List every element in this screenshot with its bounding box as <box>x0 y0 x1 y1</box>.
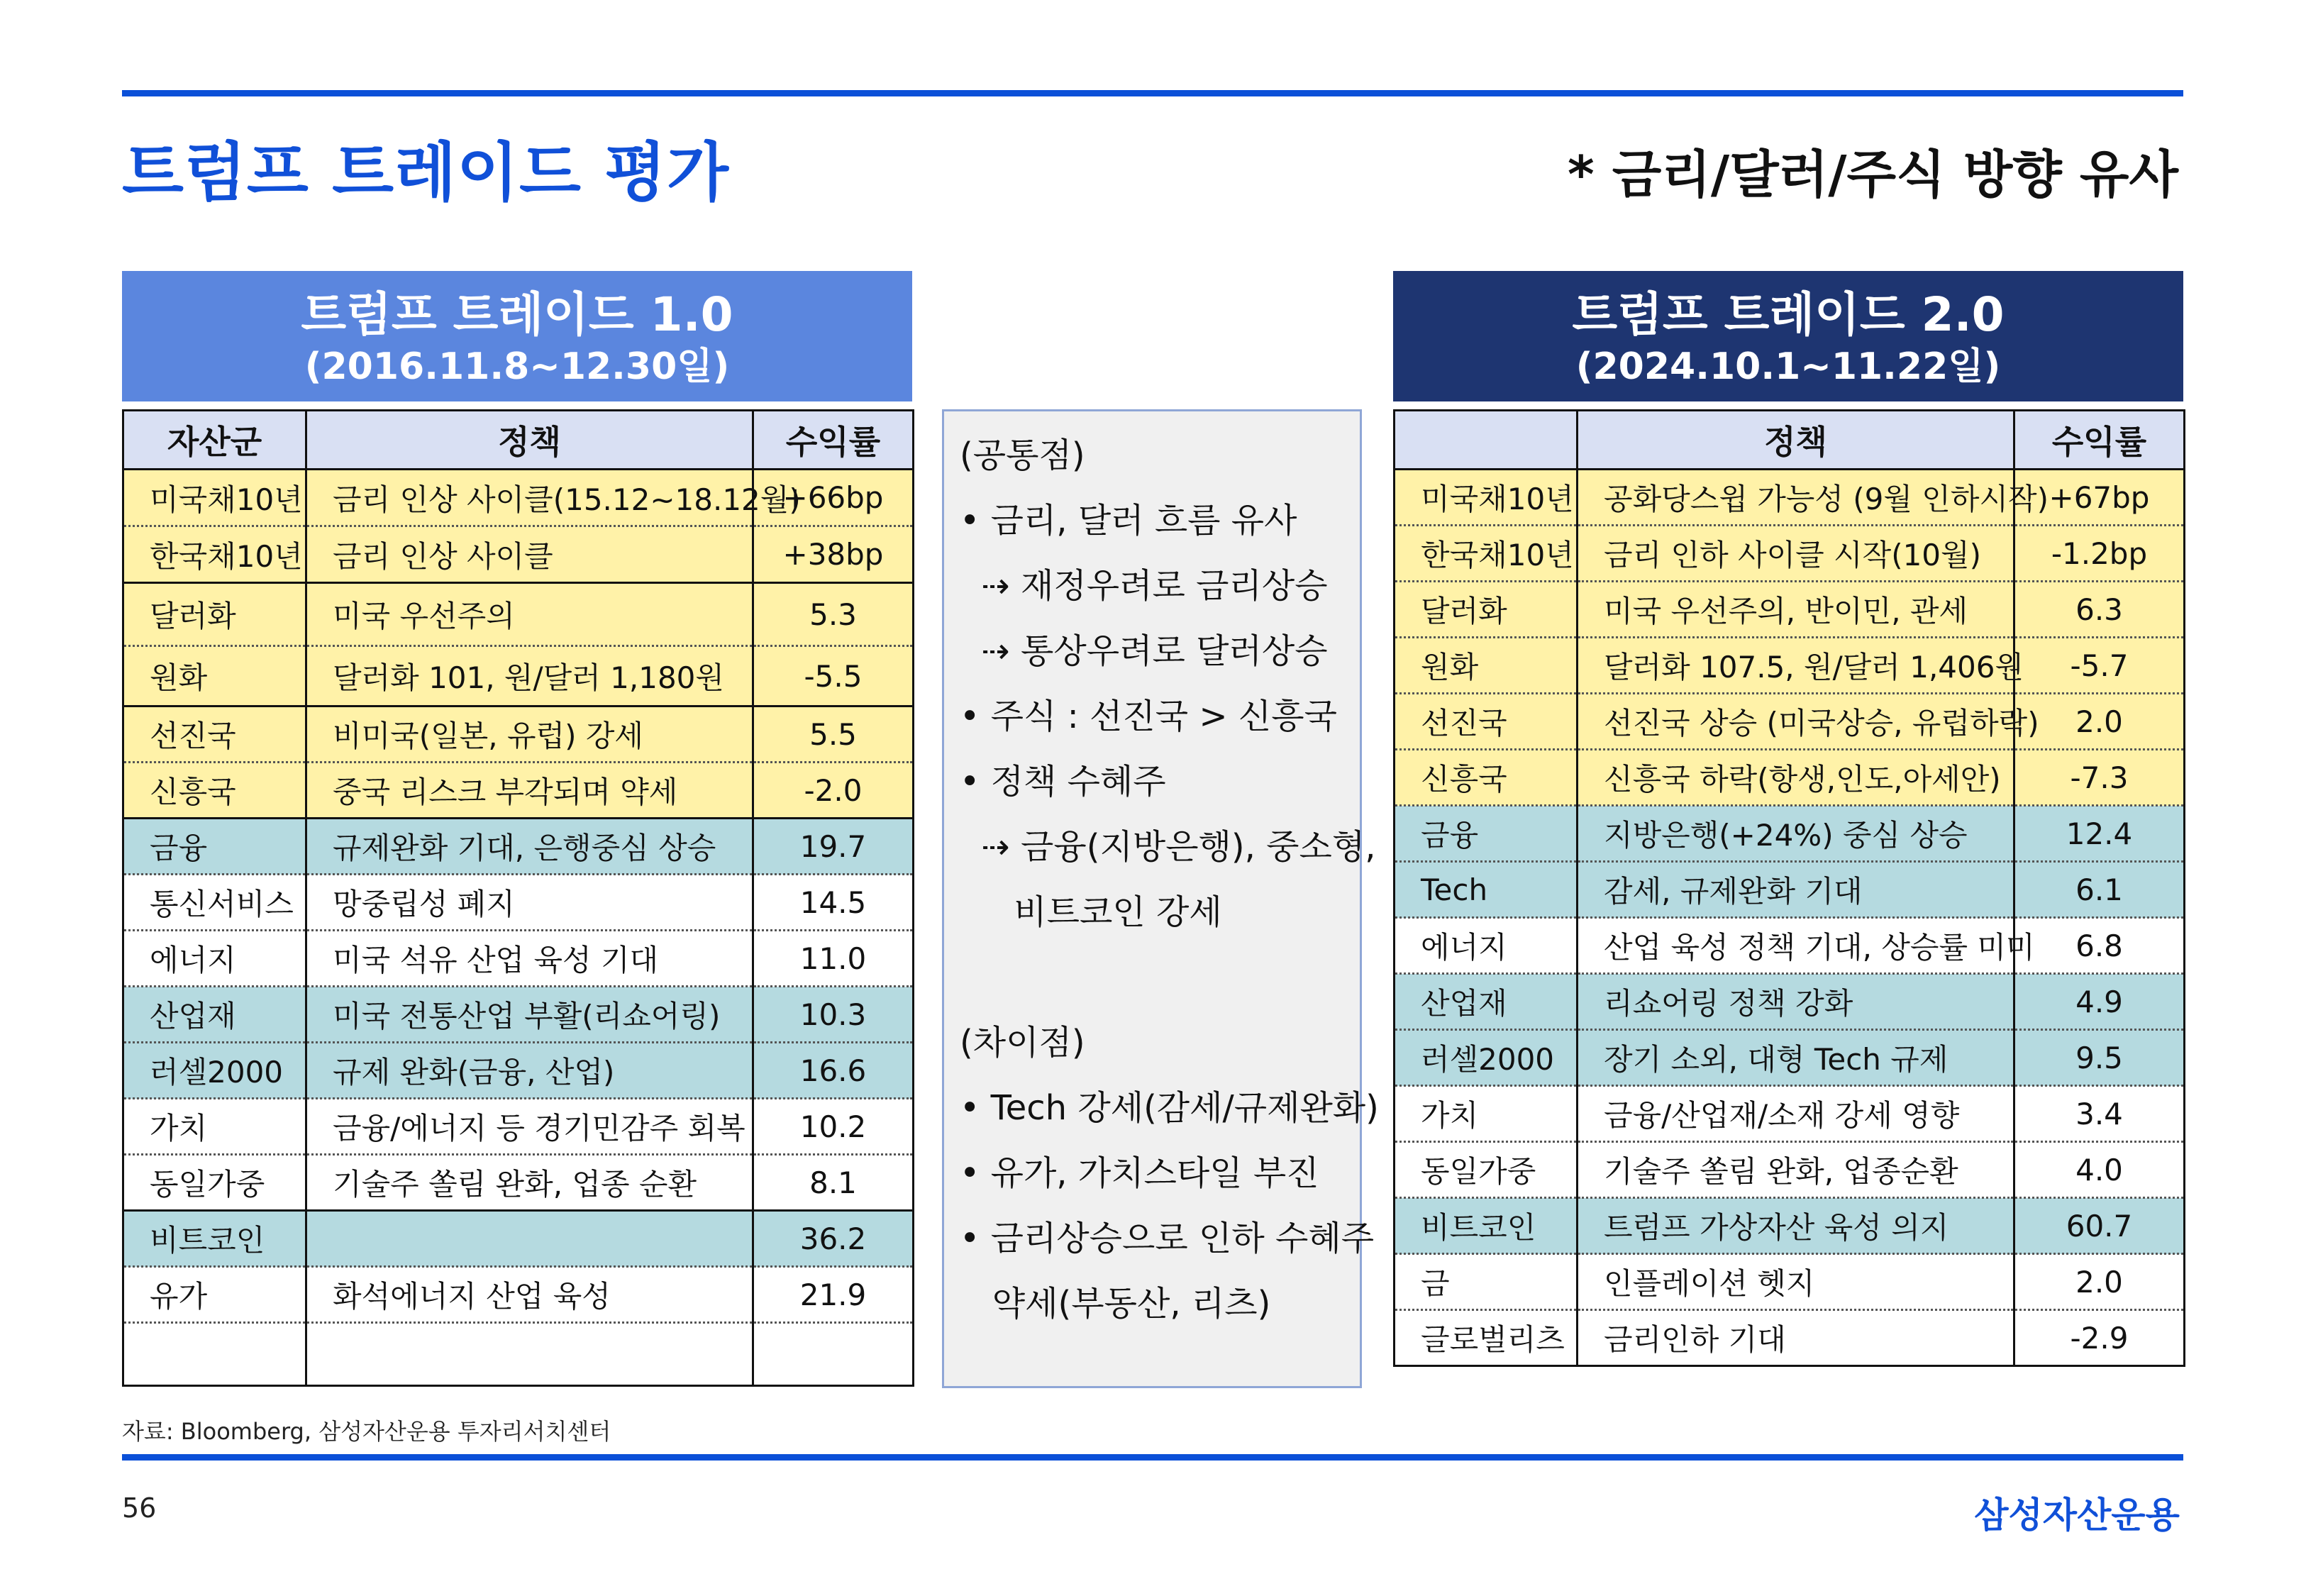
asset-cell: 산업재 <box>123 987 306 1043</box>
asset-cell <box>123 1323 306 1386</box>
column-header: 정책 <box>1578 411 2014 470</box>
asset-cell: 달러화 <box>123 583 306 646</box>
policy-cell: 미국 석유 산업 육성 기대 <box>306 931 753 987</box>
policy-cell: 트럼프 가상자산 육성 의지 <box>1578 1198 2014 1254</box>
return-cell: 2.0 <box>2014 1254 2185 1310</box>
return-cell: 6.8 <box>2014 918 2185 974</box>
table-row <box>123 646 914 706</box>
table-row <box>123 1211 914 1267</box>
top-rule <box>122 90 2183 96</box>
table-row <box>123 1155 914 1211</box>
return-cell: 5.3 <box>753 583 914 646</box>
note-line: • 주식 : 선진국 > 신흥국 <box>960 697 1337 736</box>
asset-cell: 신흥국 <box>123 763 306 819</box>
return-cell: +38bp <box>753 526 914 583</box>
return-cell: -2.9 <box>2014 1310 2185 1366</box>
asset-cell: 유가 <box>123 1267 306 1323</box>
asset-cell: 비트코인 <box>123 1211 306 1267</box>
asset-cell: 미국채10년 <box>1395 470 1578 526</box>
table-row <box>123 763 914 819</box>
return-cell: 36.2 <box>753 1211 914 1267</box>
policy-cell: 화석에너지 산업 육성 <box>306 1267 753 1323</box>
policy-cell: 장기 소외, 대형 Tech 규제 <box>1578 1030 2014 1086</box>
policy-cell: 금리인하 기대 <box>1578 1310 2014 1366</box>
table-row <box>1395 1086 2185 1142</box>
policy-cell: 미국 우선주의, 반이민, 관세 <box>1578 582 2014 638</box>
note-line: 약세(부동산, 리츠) <box>960 1284 1271 1324</box>
policy-cell: 비미국(일본, 유럽) 강세 <box>306 706 753 763</box>
return-cell: 5.5 <box>753 706 914 763</box>
table-row <box>123 526 914 583</box>
asset-cell: Tech <box>1395 862 1578 918</box>
asset-cell: 금 <box>1395 1254 1578 1310</box>
right-panel-period: (2024.10.1~11.22일) <box>1575 345 2001 388</box>
return-cell: +67bp <box>2014 470 2185 526</box>
return-cell: 3.4 <box>2014 1086 2185 1142</box>
policy-cell: 달러화 107.5, 원/달러 1,406원 <box>1578 638 2014 694</box>
column-header: 자산군 <box>123 411 306 470</box>
asset-cell: 가치 <box>123 1099 306 1155</box>
asset-cell: 선진국 <box>123 706 306 763</box>
page-note: * 금리/달러/주식 방향 유사 <box>1568 145 2178 204</box>
policy-cell: 금리 인상 사이클 <box>306 526 753 583</box>
asset-cell: 동일가중 <box>1395 1142 1578 1198</box>
right-panel-header <box>1393 271 2183 401</box>
note-line <box>960 945 1360 1010</box>
right-table <box>1393 409 2185 1367</box>
return-cell: +66bp <box>753 470 914 526</box>
comparison-notes <box>942 409 1379 1388</box>
table-row <box>123 470 914 526</box>
return-cell: 2.0 <box>2014 694 2185 750</box>
source-note: 자료: Bloomberg, 삼성자산운용 투자리서치센터 <box>122 1418 611 1445</box>
return-cell: 8.1 <box>753 1155 914 1211</box>
asset-cell: 달러화 <box>1395 582 1578 638</box>
table-row <box>1395 1142 2185 1198</box>
asset-cell: 한국채10년 <box>1395 526 1578 582</box>
asset-cell: 러셀2000 <box>1395 1030 1578 1086</box>
asset-cell: 미국채10년 <box>123 470 306 526</box>
return-cell: 4.0 <box>2014 1142 2185 1198</box>
table-row <box>123 583 914 646</box>
policy-cell: 인플레이션 헷지 <box>1578 1254 2014 1310</box>
return-cell: 4.9 <box>2014 974 2185 1030</box>
table-row <box>1395 974 2185 1030</box>
return-cell: 19.7 <box>753 819 914 875</box>
note-line: • 유가, 가치스타일 부진 <box>960 1153 1319 1193</box>
asset-cell: 원화 <box>1395 638 1578 694</box>
table-row <box>1395 1254 2185 1310</box>
return-cell: -7.3 <box>2014 750 2185 806</box>
policy-cell: 미국 우선주의 <box>306 583 753 646</box>
policy-cell: 규제 완화(금융, 산업) <box>306 1043 753 1099</box>
page-number: 56 <box>122 1492 157 1524</box>
company-logo: 삼성자산운용 <box>1974 1495 2180 1536</box>
policy-cell: 기술주 쏠림 완화, 업종 순환 <box>306 1155 753 1211</box>
table-row <box>123 1323 914 1386</box>
policy-cell: 지방은행(+24%) 중심 상승 <box>1578 806 2014 862</box>
table-row <box>1395 750 2185 806</box>
return-cell: 10.2 <box>753 1099 914 1155</box>
return-cell: 14.5 <box>753 875 914 931</box>
policy-cell: 규제완화 기대, 은행중심 상승 <box>306 819 753 875</box>
return-cell: 6.3 <box>2014 582 2185 638</box>
asset-cell: 금융 <box>1395 806 1578 862</box>
table-row <box>1395 918 2185 974</box>
return-cell: 60.7 <box>2014 1198 2185 1254</box>
asset-cell: 글로벌리츠 <box>1395 1310 1578 1366</box>
table-row <box>1395 1198 2185 1254</box>
table-row <box>1395 470 2185 526</box>
bottom-rule <box>122 1454 2183 1461</box>
policy-cell <box>306 1211 753 1267</box>
right-panel-title: 트럼프 트레이드 2.0 <box>1572 287 2005 342</box>
left-panel-period: (2016.11.8~12.30일) <box>304 345 730 388</box>
left-panel-title: 트럼프 트레이드 1.0 <box>301 287 733 342</box>
table-row <box>123 1099 914 1155</box>
asset-cell: 한국채10년 <box>123 526 306 583</box>
asset-cell: 신흥국 <box>1395 750 1578 806</box>
table-row <box>123 987 914 1043</box>
note-line: ⇢ 재정우려로 금리상승 <box>960 566 1328 606</box>
left-panel-header <box>122 271 912 401</box>
return-cell: 11.0 <box>753 931 914 987</box>
policy-cell: 금융/에너지 등 경기민감주 회복 <box>306 1099 753 1155</box>
column-header: 수익률 <box>753 411 914 470</box>
note-line: ⇢ 통상우려로 달러상승 <box>960 631 1328 671</box>
policy-cell: 망중립성 폐지 <box>306 875 753 931</box>
policy-cell <box>306 1323 753 1386</box>
policy-cell: 금융/산업재/소재 강세 영향 <box>1578 1086 2014 1142</box>
return-cell: 10.3 <box>753 987 914 1043</box>
return-cell: 12.4 <box>2014 806 2185 862</box>
page-title: 트럼프 트레이드 평가 <box>122 135 730 210</box>
return-cell: 21.9 <box>753 1267 914 1323</box>
policy-cell: 금리 인하 사이클 시작(10월) <box>1578 526 2014 582</box>
note-line: • 금리상승으로 인하 수혜주 <box>960 1219 1375 1258</box>
asset-cell: 가치 <box>1395 1086 1578 1142</box>
table-row <box>1395 582 2185 638</box>
return-cell: 6.1 <box>2014 862 2185 918</box>
asset-cell: 러셀2000 <box>123 1043 306 1099</box>
policy-cell: 리쇼어링 정책 강화 <box>1578 974 2014 1030</box>
asset-cell: 금융 <box>123 819 306 875</box>
asset-cell: 동일가중 <box>123 1155 306 1211</box>
return-cell: -1.2bp <box>2014 526 2185 582</box>
table-row <box>1395 1030 2185 1086</box>
asset-cell: 에너지 <box>1395 918 1578 974</box>
table-row <box>123 1267 914 1323</box>
policy-cell: 기술주 쏠림 완화, 업종순환 <box>1578 1142 2014 1198</box>
section-heading: (공통점) <box>960 436 1085 475</box>
table-row <box>1395 694 2185 750</box>
policy-cell: 금리 인상 사이클(15.12~18.12월) <box>306 470 753 526</box>
asset-cell: 통신서비스 <box>123 875 306 931</box>
column-header: 정책 <box>306 411 753 470</box>
table-header-row <box>1395 411 2185 470</box>
policy-cell: 공화당스윕 가능성 (9월 인하시작) <box>1578 470 2014 526</box>
table-row <box>1395 806 2185 862</box>
note-line: • 금리, 달러 흐름 유사 <box>960 501 1297 541</box>
note-line: ⇢ 금융(지방은행), 중소형, <box>960 827 1376 867</box>
asset-cell: 산업재 <box>1395 974 1578 1030</box>
asset-cell: 에너지 <box>123 931 306 987</box>
table-row <box>1395 638 2185 694</box>
asset-cell: 비트코인 <box>1395 1198 1578 1254</box>
section-heading: (차이점) <box>960 1023 1085 1063</box>
table-row <box>123 706 914 763</box>
table-row <box>123 875 914 931</box>
policy-cell: 감세, 규제완화 기대 <box>1578 862 2014 918</box>
policy-cell: 신흥국 하락(항생,인도,아세안) <box>1578 750 2014 806</box>
policy-cell: 선진국 상승 (미국상승, 유럽하락) <box>1578 694 2014 750</box>
left-table <box>122 409 914 1387</box>
return-cell: -5.5 <box>753 646 914 706</box>
return-cell: -5.7 <box>2014 638 2185 694</box>
column-header <box>1395 411 1578 470</box>
note-line: 비트코인 강세 <box>960 892 1222 932</box>
table-row <box>1395 526 2185 582</box>
return-cell <box>753 1323 914 1386</box>
column-header: 수익률 <box>2014 411 2185 470</box>
policy-cell: 달러화 101, 원/달러 1,180원 <box>306 646 753 706</box>
table-row <box>123 1043 914 1099</box>
policy-cell: 미국 전통산업 부활(리쇼어링) <box>306 987 753 1043</box>
table-header-row <box>123 411 914 470</box>
policy-cell: 산업 육성 정책 기대, 상승률 미미 <box>1578 918 2014 974</box>
table-row <box>123 931 914 987</box>
note-line: • 정책 수혜주 <box>960 762 1166 802</box>
table-row <box>1395 1310 2185 1366</box>
return-cell: 9.5 <box>2014 1030 2185 1086</box>
table-row <box>123 819 914 875</box>
table-row <box>1395 862 2185 918</box>
asset-cell: 원화 <box>123 646 306 706</box>
policy-cell: 중국 리스크 부각되며 약세 <box>306 763 753 819</box>
return-cell: 16.6 <box>753 1043 914 1099</box>
asset-cell: 선진국 <box>1395 694 1578 750</box>
note-line: • Tech 강세(감세/규제완화) <box>960 1088 1379 1128</box>
return-cell: -2.0 <box>753 763 914 819</box>
